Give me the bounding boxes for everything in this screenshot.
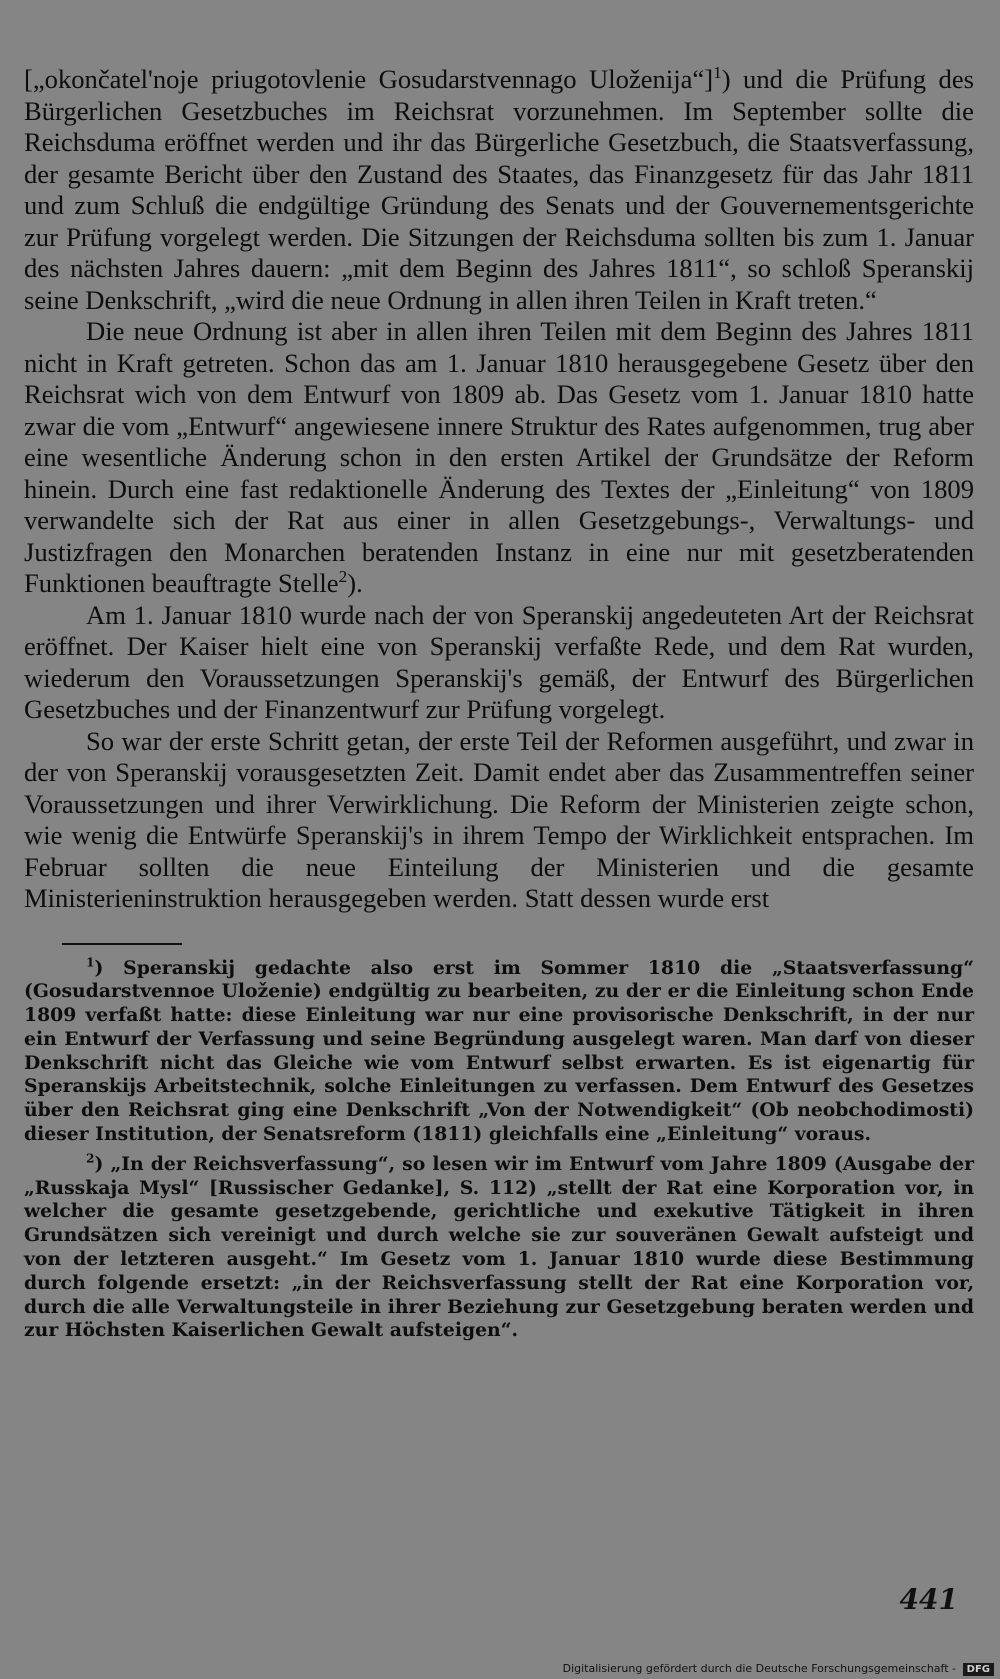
page-number: 441 [899, 1583, 958, 1616]
paragraph-2-text: Die neue Ordnung ist aber in allen ihren Teilen mit dem Beginn des Jahres 1811 nicht in Kraft getreten. Schon das am 1. Januar 1810 herausgegebene Gesetz über den Reichsrat wich von dem Entwurf von 1809 ab. Das Gesetz vom 1. Januar 1810 hatte zwar die vom „Entwurf“ angewiesene innere Struktur des Rates aufgenommen, trug aber eine wesentliche Änderung schon in den ersten Artikel der Grundsätze der Reform hinein. Durch eine fast redaktionelle Änderung des Textes der „Einleitung“ von 1809 verwandelte sich der Rat aus einer in allen Gesetzgebungs-, Verwaltungs- und Justizfragen den Monarchen beratenden Instanz in eine nur mit gesetzberatenden Funktionen beauftragte Stelle [24, 316, 974, 598]
paragraph-2-end: ). [347, 568, 363, 598]
footnotes [24, 957, 974, 1344]
paragraph-1 [24, 64, 974, 316]
paragraph-2 [24, 316, 974, 600]
footnote-text: ) „In der Reichsverfassung“, so lesen wir im Entwurf vom Jahre 1809 (Ausgabe der „Russkaja Mysl“ [Russischer Gedanke], S. 112) „stellt der Rat eine Korporation vor, in welcher die gesamte gesetzgebende, gerichtliche und exekutive Tätigkeit in ihren Grundsätzen sich vereinigt und durch welche sie zur souveränen Gewalt aufsteigt und von der letzteren ausgeht.“ Im Gesetz vom 1. Januar 1810 wurde diese Bestimmung durch folgende ersetzt: „in der Reichsverfassung stellt der Rat eine Korporation vor, durch die alle Verwaltungsteile in ihrer Beziehung zur Gesetzgebung beraten werden und zur Höchsten Kaiserlichen Gewalt aufsteigen“. [24, 1152, 974, 1342]
paragraph-4: So war der erste Schritt getan, der erste Teil der Reformen ausgeführt, und zwar in der von Speranskij vorausgesetzten Zeit. Damit endet aber das Zusammentreffen seiner Voraussetzungen und ihrer Verwirklichung. Die Reform der Ministerien zeigte schon, wie wenig die Entwürfe Speranskij's in ihrem Tempo der Wirklichkeit entsprachen. Im Februar sollten die neue Einteilung der Ministerien und die gesamte Ministerieninstruktion herausgegeben werden. Statt dessen wurde erst [24, 725, 974, 913]
footnote-ref-2: 2 [338, 567, 348, 587]
footnote-2 [24, 1153, 974, 1343]
dfg-logo: DFG [963, 1663, 994, 1676]
digitization-credit: Digitalisierung gefördert durch die Deutsche Forschungsgemeinschaft - [562, 1662, 956, 1675]
main-text [24, 64, 974, 915]
paragraph-1-start: [„okončatel'noje priugotovlenie Gosudarstvennago Uloženija“] [24, 64, 714, 94]
page-content [24, 64, 974, 1343]
paragraph-1-rest: ) und die Prüfung des Bürgerlichen Gesetzbuches im Reichsrat vorzunehmen. Im September sollte die Reichsduma eröffnet werden und ihr das Bürgerliche Gesetzbuch, die Staatsverfassung, der gesamte Bericht über den Zustand des Staates, das Finanzgesetz für das Jahr 1811 und zum Schluß die endgültige Gründung des Senats und der Gouvernementsgerichte zur Prüfung vorgelegt werden. Die Sitzungen der Reichsduma sollten bis zum 1. Januar des nächsten Jahres dauern: „mit dem Beginn des Jahres 1811“, so schloß Speranskij seine Denkschrift, „wird die neue Ordnung in allen ihren Teilen in Kraft treten.“ [24, 64, 974, 315]
footnote-text: ) Speranskij gedachte also erst im Sommer 1810 die „Staatsverfassung“ (Gosudarstvennoe Uloženie) endgültig zu bearbeiten, zu der er die Einleitung schon Ende 1809 verfaßt hatte: diese Einleitung war nur eine provisorische Denkschrift, in der nur ein Entwurf der Verfassung und seine Begründung ausgelegt waren. Man darf von dieser Denkschrift nicht das Gleiche wie vom Entwurf selbst erwarten. Es ist eigenartig für Speranskijs Arbeitstechnik, solche Einleitungen zu verfassen. Dem Entwurf des Gesetzes über den Reichsrat ging eine Denkschrift „Von der Notwendigkeit“ (Ob neobchodimosti) dieser Institution, der Senatsreform (1811) gleichfalls eine „Einleitung“ voraus. [24, 956, 974, 1146]
footnote-ref-1: 1 [713, 63, 722, 83]
footnote-divider [62, 943, 182, 945]
footnote-marker: 2 [86, 1151, 95, 1166]
footnote-marker: 1 [86, 955, 95, 970]
paragraph-3: Am 1. Januar 1810 wurde nach der von Speranskij angedeuteten Art der Reichsrat eröffnet. Der Kaiser hielt eine von Speranskij verfaßte Rede, und dem Rat wurden, wiederum den Voraussetzungen Speranskij's gemäß, der Entwurf des Bürgerlichen Gesetzbuches und der Finanzentwurf zur Prüfung vorgelegt. [24, 599, 974, 724]
footnote-1 [24, 957, 974, 1147]
